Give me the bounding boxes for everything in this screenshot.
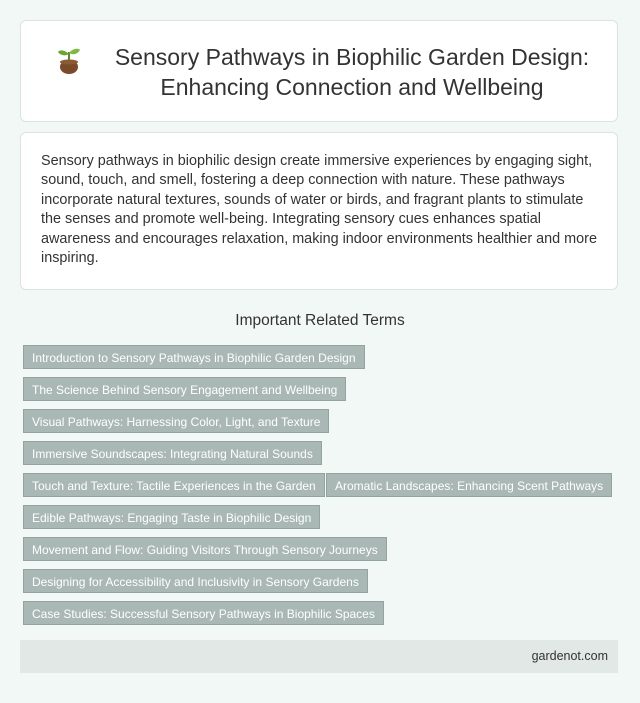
- related-term-tag[interactable]: Introduction to Sensory Pathways in Biophilic Garden Design: [23, 345, 365, 369]
- related-term-tag[interactable]: Designing for Accessibility and Inclusivity in Sensory Gardens: [23, 569, 368, 593]
- related-term-tag[interactable]: Edible Pathways: Engaging Taste in Biophilic Design: [23, 505, 320, 529]
- related-terms-heading: Important Related Terms: [235, 312, 405, 329]
- summary-card: [20, 132, 618, 290]
- footer: [20, 640, 618, 673]
- related-term-tag[interactable]: Case Studies: Successful Sensory Pathways in Biophilic Spaces: [23, 601, 384, 625]
- related-term-tag[interactable]: Immersive Soundscapes: Integrating Natural Sounds: [23, 441, 322, 465]
- related-term-tag[interactable]: The Science Behind Sensory Engagement and Wellbeing: [23, 377, 346, 401]
- seedling-icon: [56, 46, 82, 74]
- related-term-tag[interactable]: Visual Pathways: Harnessing Color, Light, and Texture: [23, 409, 329, 433]
- footer-site-link[interactable]: gardenot.com: [531, 649, 608, 663]
- summary-text: Sensory pathways in biophilic design create immersive experiences by engaging sight, sound, touch, and smell, fostering a deep connection with nature. These pathways incorporate natural textures, sounds of water or birds, and fragrant plants to stimulate the senses and promote well-being. Integrating sensory cues enhances spatial awareness and encourages relaxation, making indoor environments healthier and more inspiring.: [41, 153, 597, 267]
- page-title: Sensory Pathways in Biophilic Garden Design: Enhancing Connection and Wellbeing: [114, 44, 590, 100]
- related-term-tag[interactable]: Aromatic Landscapes: Enhancing Scent Pathways: [326, 473, 612, 497]
- related-term-tag[interactable]: Touch and Texture: Tactile Experiences in the Garden: [23, 473, 325, 497]
- related-term-tag[interactable]: Movement and Flow: Guiding Visitors Through Sensory Journeys: [23, 537, 387, 561]
